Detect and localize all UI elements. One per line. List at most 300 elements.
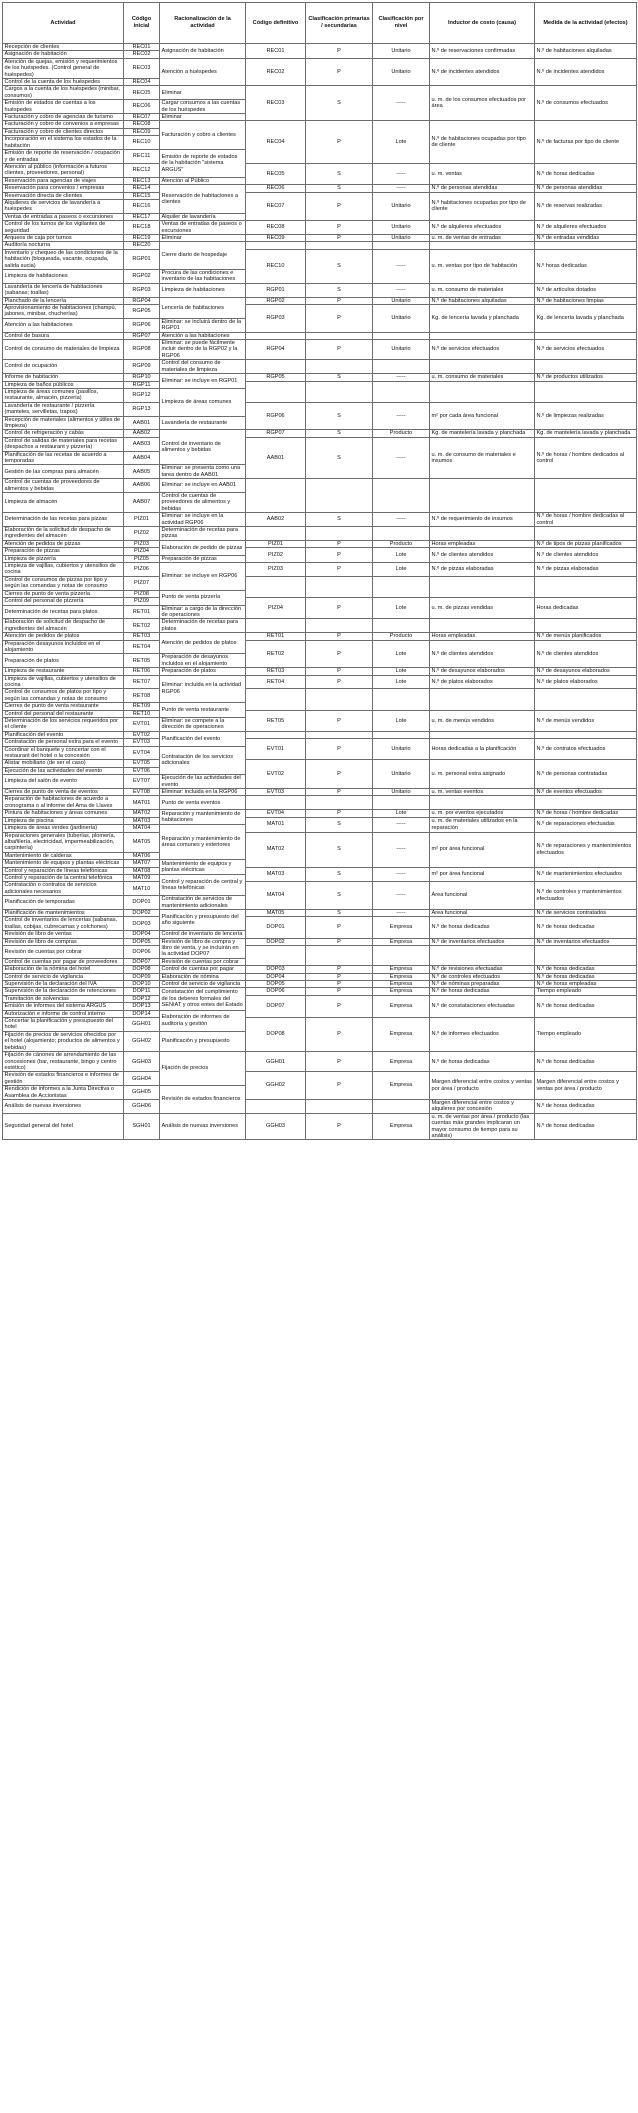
table-row (3, 234, 637, 241)
rationalization-cell: Reservación de habitaciones a clientes (160, 185, 246, 214)
activity-cell: Recepción de materiales (alimentos y útiles de limpieza) (3, 416, 124, 430)
activity-cell: Mantenimiento de equipos y plantas eléctricas (3, 860, 124, 867)
activity-measure-cell (535, 360, 637, 374)
rationalization-cell: Elaboración de informes de auditoría y gestión (160, 1010, 246, 1031)
level-cell (373, 796, 430, 810)
initial-code-cell: PIZ02 (124, 527, 160, 541)
level-cell: Lote (373, 598, 430, 619)
activity-cell: Análisis de nuevas inversiones (3, 1099, 124, 1113)
initial-code-cell: RET02 (124, 619, 160, 633)
final-code-cell: RGP01 (246, 283, 306, 297)
cost-driver-cell (430, 576, 535, 597)
primary-secondary-cell (306, 731, 373, 738)
level-cell: Lote (373, 810, 430, 817)
level-cell: Lote (373, 548, 430, 563)
initial-code-cell: REC11 (124, 150, 160, 164)
table-row (3, 1072, 637, 1086)
table-row (3, 437, 637, 451)
final-code-cell (246, 576, 306, 597)
table-row (3, 221, 637, 235)
primary-secondary-cell: S (306, 909, 373, 916)
level-cell (373, 946, 430, 966)
level-cell: ----- (373, 909, 430, 916)
activity-cell: Contratación de personal extra para el evento (3, 739, 124, 746)
level-cell: Producto (373, 540, 430, 547)
table-row (3, 513, 637, 527)
initial-code-cell: RET08 (124, 689, 160, 703)
cost-driver-cell: N.º de habitaciones alquiladas (430, 297, 535, 304)
primary-secondary-cell (306, 619, 373, 633)
table-row (3, 44, 637, 51)
activity-cell: Cargos a la cuenta de los huéspedes (minibar, consumos) (3, 86, 124, 100)
primary-secondary-cell: P (306, 340, 373, 360)
rationalization-cell: Reparación y mantenimiento de áreas comunes y exteriores (160, 825, 246, 860)
primary-secondary-cell (306, 360, 373, 374)
activity-cell: Limpieza de vajillas, cubiertos y utensilios de cocina (3, 675, 124, 689)
initial-code-cell: REC03 (124, 58, 160, 78)
cost-driver-cell (430, 689, 535, 710)
activity-cell: Limpieza de vajillas, cubiertos y utensilios de cocina (3, 563, 124, 577)
activity-cell: Control del personal del restaurante (3, 710, 124, 717)
table-row (3, 817, 637, 824)
activity-measure-cell (535, 946, 637, 966)
activity-cell: Planificación del evento (3, 731, 124, 738)
initial-code-cell: RGP13 (124, 402, 160, 416)
activity-measure-cell: N.º de habitaciones alquiladas (535, 44, 637, 59)
activity-cell: Atención al público (información a futuros clientes, proveedores, personal) (3, 163, 124, 177)
activity-measure-cell: N.º de horas dedicadas (535, 973, 637, 980)
activity-measure-cell: N.º de reparaciones efectuadas (535, 817, 637, 832)
activity-measure-cell (535, 731, 637, 738)
activity-cell: Coordinar el banquete y concertar con el restaurant del hotel o la concesión (3, 746, 124, 760)
initial-code-cell: RGP08 (124, 340, 160, 360)
activity-measure-cell: N.º de reservas realizadas (535, 192, 637, 221)
initial-code-cell: MAT09 (124, 874, 160, 881)
level-cell: Unitario (373, 739, 430, 760)
initial-code-cell: DOP08 (124, 966, 160, 973)
activity-cell: Preparación desayunos incluidos en el alojamiento (3, 640, 124, 654)
activity-measure-cell (535, 332, 637, 339)
initial-code-cell: PIZ09 (124, 598, 160, 605)
initial-code-cell: EVT02 (124, 731, 160, 738)
final-code-cell: EVT01 (246, 739, 306, 760)
final-code-cell: REC06 (246, 185, 306, 192)
cost-driver-cell (430, 479, 535, 513)
activity-measure-cell (535, 689, 637, 710)
initial-code-cell: PIZ05 (124, 555, 160, 562)
initial-code-cell: DOP13 (124, 1003, 160, 1010)
activity-measure-cell: N.º de servicios efectuados (535, 340, 637, 360)
initial-code-cell: AAB07 (124, 493, 160, 513)
final-code-cell: RET04 (246, 675, 306, 689)
activity-measure-cell: N.º de contratos efectuados (535, 739, 637, 760)
activity-measure-cell: N.º horas dedicadas (535, 249, 637, 283)
rationalization-cell: Control de inventario de lencería (160, 931, 246, 938)
cost-driver-cell: N.º de horas dedicadas (430, 917, 535, 938)
activity-cell: Preparación de platos (3, 654, 124, 668)
level-cell: Unitario (373, 192, 430, 221)
table-row (3, 946, 637, 959)
activity-cell: Autorización e informe de control interno (3, 1010, 124, 1017)
primary-secondary-cell: S (306, 430, 373, 437)
final-code-cell: RET02 (246, 640, 306, 668)
final-code-cell: RGP06 (246, 402, 306, 430)
cost-driver-cell: N.º de reservaciones confirmadas (430, 44, 535, 59)
table-row (3, 374, 637, 381)
table-row (3, 192, 637, 199)
rationalization-cell: Planificación y presupuesto del año siguiente (160, 909, 246, 930)
activity-cell: Contratación o contratos de servicios adicionales necesarios (3, 882, 124, 896)
initial-code-cell: AAB01 (124, 416, 160, 430)
activity-cell: Facturación y cobro de convenios a empresas (3, 121, 124, 128)
table-row (3, 402, 637, 416)
initial-code-cell: EVT07 (124, 775, 160, 789)
cost-driver-cell: Horas dedicadas a la planificación (430, 739, 535, 760)
final-code-cell: PIZ01 (246, 540, 306, 547)
level-cell: Producto (373, 430, 430, 437)
activity-cell: Limpieza de almacén (3, 493, 124, 513)
initial-code-cell: RET07 (124, 675, 160, 689)
initial-code-cell: REC07 (124, 114, 160, 121)
cost-driver-cell: u. m. de consumo de materiales e insumos (430, 437, 535, 478)
final-code-cell: MAT02 (246, 832, 306, 867)
activity-cell: Atención a las habitaciones (3, 318, 124, 332)
primary-secondary-cell: P (306, 540, 373, 547)
primary-secondary-cell: P (306, 973, 373, 980)
initial-code-cell: RGP05 (124, 305, 160, 319)
level-cell (373, 576, 430, 597)
initial-code-cell: EVT04 (124, 746, 160, 760)
activity-measure-cell: N.º de clientes atendidos (535, 640, 637, 668)
level-cell: Lote (373, 710, 430, 731)
initial-code-cell: DOP04 (124, 931, 160, 938)
cost-driver-cell: N.º de servicios efectuados (430, 340, 535, 360)
activity-cell: Atención de pedidos de platos (3, 633, 124, 640)
initial-code-cell: REC20 (124, 242, 160, 249)
level-cell: ----- (373, 817, 430, 832)
initial-code-cell: EVT06 (124, 767, 160, 774)
table-row (3, 731, 637, 738)
cost-driver-cell: u. m. por eventos ejecutados (430, 810, 535, 817)
table-row (3, 739, 637, 746)
final-code-cell: AAB01 (246, 437, 306, 478)
level-cell (373, 1099, 430, 1113)
initial-code-cell: DOP14 (124, 1010, 160, 1017)
activity-cell: Control de basura (3, 332, 124, 339)
table-row (3, 576, 637, 590)
activity-cell: Mantenimiento de calderas (3, 852, 124, 859)
cost-driver-cell: u. m. ventas (430, 163, 535, 184)
table-row (3, 796, 637, 810)
activity-measure-cell: Tiempo empleado (535, 1018, 637, 1052)
table-row (3, 283, 637, 297)
column-header: Clasificación por nivel (373, 3, 430, 44)
activity-cell: Emisión de reporte de reservación / ocupación y de entradas (3, 150, 124, 164)
activity-cell: Control de los turnos de los vigilantes de seguridad (3, 221, 124, 235)
final-code-cell: DOP04 (246, 973, 306, 980)
activity-cell: Arqueos de caja por turnos (3, 234, 124, 241)
activity-cell: Limpieza de habitaciones (3, 270, 124, 284)
initial-code-cell: RET09 (124, 703, 160, 710)
primary-secondary-cell: P (306, 121, 373, 163)
initial-code-cell: MAT05 (124, 832, 160, 852)
final-code-cell (246, 796, 306, 810)
initial-code-cell: EVT01 (124, 718, 160, 732)
initial-code-cell: GGH02 (124, 1031, 160, 1051)
initial-code-cell: MAT01 (124, 796, 160, 810)
activity-cell: Determinación de las recetas para pizzas (3, 513, 124, 527)
cost-driver-cell: Kg. de mantelería lavada y planchada (430, 430, 535, 437)
activity-cell: Revisión de libro de compras (3, 938, 124, 945)
activity-measure-cell: N.º de tipos de pizzas planificados (535, 540, 637, 547)
table-row (3, 86, 637, 100)
cost-driver-cell (430, 242, 535, 249)
activity-measure-cell: N.º de entradas vendidas (535, 234, 637, 241)
rationalization-cell: Constatación del cumplimiento de los deberes formales del SENIAT y otros entes del Estado (160, 988, 246, 1010)
primary-secondary-cell: P (306, 1113, 373, 1140)
level-cell (373, 360, 430, 374)
table-row (3, 340, 637, 360)
column-header: Código definitivo (246, 3, 306, 44)
activity-cell: Elaboración de solicitud de despacho de ingredientes del almacén (3, 619, 124, 633)
primary-secondary-cell: P (306, 548, 373, 563)
activity-cell: Control de salidas de materiales para recetas (despachos a restaurant y pizzería) (3, 437, 124, 451)
column-header: Inductor de costo (causa) (430, 3, 535, 44)
activity-cell: Gestión de las compras para almacén (3, 465, 124, 479)
activity-cell: Determinación de recetas para platos (3, 605, 124, 619)
rationalization-cell: Asignación de habitación (160, 44, 246, 59)
rationalization-cell: Contratación de servicios de mantenimiento adicionales (160, 896, 246, 910)
rationalization-cell: Eliminar: se incluye en la actividad RGP06 (160, 513, 246, 527)
activity-measure-cell: Kg. de lencería lavada y planchada (535, 305, 637, 333)
final-code-cell: GGH01 (246, 1052, 306, 1072)
initial-code-cell: RGP12 (124, 388, 160, 402)
initial-code-cell: GGH05 (124, 1086, 160, 1100)
level-cell (373, 731, 430, 738)
activity-cell: Asignación de habitación (3, 51, 124, 58)
final-code-cell: RET03 (246, 668, 306, 675)
activity-cell: Auditoría nocturna (3, 242, 124, 249)
level-cell (373, 479, 430, 513)
initial-code-cell: AAB05 (124, 465, 160, 479)
activity-cell: Rendición de informes a la Junta Directiva o Asamblea de Accionistas (3, 1086, 124, 1100)
primary-secondary-cell: P (306, 938, 373, 945)
activity-cell: Control de consumo de materiales de limpieza (3, 340, 124, 360)
initial-code-cell: REC14 (124, 185, 160, 192)
column-header: Racionalización de la actividad (160, 3, 246, 44)
table-row (3, 619, 637, 633)
activity-cell: Control y reparación de líneas telefónicas (3, 867, 124, 874)
cost-driver-cell: u. m. de materiales utilizados en la reparación (430, 817, 535, 832)
rationalization-cell: Eliminar: se presenta como una tarea dentro de AAB01 (160, 465, 246, 479)
activity-cell: Supervisión de la declaración del IVA (3, 981, 124, 988)
level-cell: ----- (373, 283, 430, 297)
primary-secondary-cell: P (306, 995, 373, 1017)
level-cell: ----- (373, 185, 430, 192)
activity-measure-cell (535, 796, 637, 810)
initial-code-cell: PIZ04 (124, 548, 160, 555)
initial-code-cell: RGP09 (124, 360, 160, 374)
rationalization-cell: Lavandería de restaurante (160, 416, 246, 430)
rationalization-cell: Limpieza de habitaciones (160, 283, 246, 297)
activity-measure-cell: N.º de personas atendidas (535, 185, 637, 192)
activity-cell: Reservación directa de clientes (3, 192, 124, 199)
rationalization-cell: Planificación y presupuesto (160, 1031, 246, 1051)
rationalization-cell: Preparación de pizzas (160, 555, 246, 562)
final-code-cell: REC09 (246, 234, 306, 241)
level-cell: Unitario (373, 297, 430, 304)
primary-secondary-cell: P (306, 640, 373, 668)
activity-cell: Emisión de estados de cuentas a los huéspedes (3, 100, 124, 114)
initial-code-cell: DOP11 (124, 988, 160, 995)
activity-cell: Facturación y cobro de agencias de turismo (3, 114, 124, 121)
primary-secondary-cell: P (306, 221, 373, 235)
level-cell: ----- (373, 437, 430, 478)
primary-secondary-cell: P (306, 1072, 373, 1100)
table-row (3, 563, 637, 577)
primary-secondary-cell: P (306, 563, 373, 577)
rationalization-cell: Eliminar: se incluye en RGP06 (160, 563, 246, 591)
initial-code-cell: AAB04 (124, 451, 160, 465)
initial-code-cell: REC01 (124, 44, 160, 51)
table-row (3, 1052, 637, 1072)
activity-cell: Alquileres de servicios de lavandería a huéspedes (3, 199, 124, 213)
activity-measure-cell: N.º de reparaciones y mantenimientos efectuados (535, 832, 637, 867)
primary-secondary-cell (306, 242, 373, 249)
rationalization-cell: Fijación de precios (160, 1052, 246, 1086)
activity-measure-cell: N.º de horas dedicadas (535, 1099, 637, 1113)
initial-code-cell: DOP06 (124, 946, 160, 959)
primary-secondary-cell: P (306, 917, 373, 938)
initial-code-cell: RGP10 (124, 374, 160, 381)
initial-code-cell: REC17 (124, 213, 160, 220)
activity-cell: Limpieza de baños públicos (3, 381, 124, 388)
activity-cell: Limpieza de áreas comunes (pasillos, restaurante, almacén, pizzería) (3, 388, 124, 402)
initial-code-cell: REC05 (124, 86, 160, 100)
initial-code-cell: DOP02 (124, 909, 160, 916)
rationalization-cell: Facturación y cobro a clientes (160, 121, 246, 150)
rationalization-cell: Cargar consumos a las cuentas de los huéspedes (160, 100, 246, 114)
rationalization-cell: Determinación de recetas para pizzas (160, 527, 246, 541)
activity-measure-cell: N.º de horas dedicadas (535, 163, 637, 184)
table-row (3, 332, 637, 339)
activity-measure-cell: N.º de desayunos elaborados (535, 668, 637, 675)
cost-driver-cell: u. m. de ventas de entradas (430, 234, 535, 241)
initial-code-cell: AAB02 (124, 430, 160, 437)
initial-code-cell: DOP05 (124, 938, 160, 945)
table-row (3, 867, 637, 874)
level-cell: Lote (373, 668, 430, 675)
cost-driver-cell: u. m. de ventas por área / producto (las cuentas más grandes implicaran un mayor consumo de tiempo para su análisis) (430, 1113, 535, 1140)
initial-code-cell: MAT03 (124, 817, 160, 824)
table-row (3, 640, 637, 654)
initial-code-cell: MAT04 (124, 825, 160, 832)
level-cell (373, 527, 430, 541)
primary-secondary-cell: P (306, 675, 373, 689)
cost-driver-cell: N.º de constataciones efectuadas (430, 995, 535, 1017)
final-code-cell: RGP03 (246, 305, 306, 333)
rationalization-cell: Eliminar (160, 114, 246, 121)
final-code-cell: MAT01 (246, 817, 306, 832)
initial-code-cell: RET05 (124, 654, 160, 668)
table-row (3, 305, 637, 319)
activity-cell: Lavandería de lencería de habitaciones (sabanas; toallas) (3, 283, 124, 297)
final-code-cell: GGH02 (246, 1072, 306, 1100)
level-cell: ----- (373, 86, 430, 121)
final-code-cell: EVT03 (246, 789, 306, 796)
table-body (3, 44, 637, 1140)
final-code-cell (246, 332, 306, 339)
level-cell: Empresa (373, 1052, 430, 1072)
activity-cell: Revisión de cuentas por cobrar (3, 946, 124, 959)
final-code-cell: DOP03 (246, 966, 306, 973)
activity-cell: Fijación de cánones de arrendamiento de las concesiones (bar, restaurante, bingo y centro estético) (3, 1052, 124, 1072)
rationalization-cell: Atención a huéspedes (160, 58, 246, 86)
activity-cell: Emisión de informes del sistema ARGUS (3, 1003, 124, 1010)
primary-secondary-cell: P (306, 192, 373, 221)
final-code-cell: GGH03 (246, 1113, 306, 1140)
activity-cell: Cierres de punto de venta de eventos (3, 789, 124, 796)
activity-cell: Informe de habitación (3, 374, 124, 381)
initial-code-cell: EVT05 (124, 760, 160, 767)
activity-cell: Elaboración de la solicitud de despacho de ingredientes del almacén (3, 527, 124, 541)
level-cell: Lote (373, 640, 430, 668)
cost-driver-cell: N.º habitaciones ocupadas por tipo de cliente (430, 192, 535, 221)
cost-driver-cell: u. m. consumo de materiales (430, 374, 535, 381)
activity-cell: Supervisión de la declaración de retenciones (3, 988, 124, 995)
activity-measure-cell: N.º de artículos dotados (535, 283, 637, 297)
final-code-cell: DOP06 (246, 988, 306, 995)
activity-cell: Cierres de punto de venta pizzería (3, 590, 124, 597)
table-row (3, 381, 637, 388)
table-row (3, 675, 637, 689)
activity-measure-cell: N.º de menús vendidos (535, 710, 637, 731)
initial-code-cell: DOP07 (124, 958, 160, 965)
activity-measure-cell: Tiempo empleado (535, 988, 637, 995)
initial-code-cell: EVT08 (124, 789, 160, 796)
initial-code-cell: RGP01 (124, 249, 160, 269)
initial-code-cell: PIZ06 (124, 563, 160, 577)
rationalization-cell: Ventas de entradas de paseos o excursiones (160, 221, 246, 235)
activity-measure-cell: N.º de horas dedicadas (535, 1052, 637, 1072)
activity-measure-cell: N.º de horas dedicadas (535, 995, 637, 1017)
table-row (3, 527, 637, 541)
initial-code-cell: GGH04 (124, 1072, 160, 1086)
level-cell: Unitario (373, 58, 430, 86)
initial-code-cell: RGP03 (124, 283, 160, 297)
table-row (3, 548, 637, 555)
cost-driver-cell: N.º de revisiones efectuadas (430, 966, 535, 973)
final-code-cell: DOP02 (246, 938, 306, 945)
table-row (3, 540, 637, 547)
cost-driver-cell: u. m. ventas por tipo de habitación (430, 249, 535, 283)
rationalization-cell: Control de servicio de vigilancia (160, 981, 246, 988)
cost-driver-cell: N.º de nóminas preparadas (430, 981, 535, 988)
activity-cell: Limpieza de piscina (3, 817, 124, 824)
initial-code-cell: EVT03 (124, 739, 160, 746)
table-header-row (3, 3, 637, 44)
rationalization-cell: Reparación y mantenimiento de habitaciones (160, 810, 246, 825)
initial-code-cell: PIZ03 (124, 540, 160, 547)
level-cell: Lote (373, 563, 430, 577)
final-code-cell: EVT02 (246, 760, 306, 789)
activity-measure-cell: N.º de horas / hombre dedicadas (535, 810, 637, 817)
activity-measure-cell: N.º de clientes atendidos (535, 548, 637, 563)
table-row (3, 995, 637, 1002)
primary-secondary-cell: P (306, 1018, 373, 1052)
table-row (3, 430, 637, 437)
initial-code-cell: REC06 (124, 100, 160, 114)
